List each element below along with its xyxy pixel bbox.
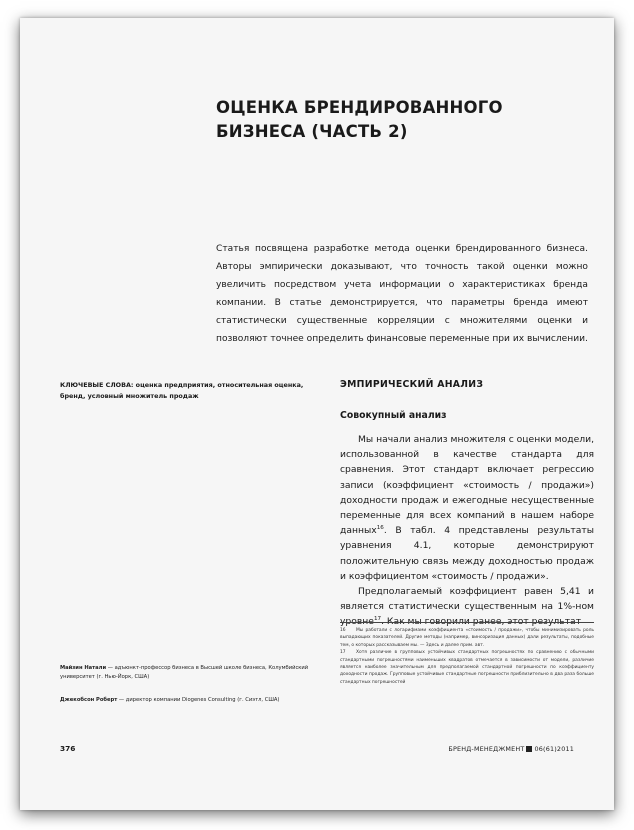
footnotes — [340, 627, 594, 686]
paragraph-text: . Как мы говорили ранее, этот результат — [381, 616, 582, 628]
footnote-ref: 17 — [373, 616, 382, 623]
author-name: Джекобсон Роберт — [60, 697, 118, 703]
page-number: 376 — [60, 744, 76, 753]
paragraph — [340, 432, 594, 584]
journal-name: БРЕНД-МЕНЕДЖМЕНТ — [448, 745, 525, 753]
square-bullet-icon — [526, 746, 532, 752]
journal-issue: 06(61)2011 — [534, 745, 574, 753]
footnote-ref: 16 — [376, 525, 384, 532]
document-page — [20, 18, 614, 810]
author-name: Майзин Натали — [60, 665, 107, 671]
body-text — [340, 432, 594, 630]
footnote-divider — [340, 622, 594, 623]
journal-footer — [448, 745, 574, 753]
footnote-number: 17 — [340, 650, 346, 656]
footnote-text: Хотя различие в групповых устойчивых стандартных погрешностях по сравнению с обычными стандартными погрешностями наименьших квадратов отмечается в зависимости от модели, различие является наиболее значительным для предполагаемой стандартной погрешности по коэффициенту доходности продаж. Групповые устойчивые стандартные погрешности приблизительно в два раза больше стандартных погрешностей — [340, 650, 594, 685]
paragraph-text: Предполагаемый коэффициент равен 5,41 и является статистически существенным на 1%-ном уровне — [340, 586, 594, 628]
footnote — [340, 627, 594, 649]
paragraph-text: . В табл. 4 представлены результаты уравнения 4.1, которые демонстрируют положительную связь между доходностью продаж и коэффициентом «стоимость / продажи». — [340, 525, 594, 582]
footnote-text: Мы работали с логарифмами коэффициента «стоимость / продажи», чтобы минимизировать роль выпадающих показателей. Другие методы (например, винсоризация данных) дали результаты, подобные тем, о которых рассказываем мы. — Здесь и далее прим. авт. — [340, 628, 594, 648]
article-title: ОЦЕНКА БРЕНДИРОВАННОГО БИЗНЕСА (ЧАСТЬ 2) — [216, 98, 503, 141]
paragraph-text: Мы начали анализ множителя с оценки модели, использованной в качестве стандарта для сравнения. Этот стандарт включает регрессию записи (коэффициент «стоимость / продажи») доходности продаж и ежегодные несущественные переменные для всех компаний в нашем наборе данных — [340, 434, 594, 537]
author-entry — [60, 664, 322, 682]
article-abstract: Статья посвящена разработке метода оценки брендированного бизнеса. Авторы эмпирически доказывают, что точность такой оценки можно увеличить посредством учета информации о характеристиках бренда компании. В статье демонстрируется, что параметры бренда имеют статистически существенные корреляции с множителями оценки и позволяют точнее определить финансовые переменные при их вычислении. — [216, 244, 588, 344]
author-info — [60, 664, 322, 719]
author-role: — адъюнкт-профессор бизнеса в Высшей школе бизнеса, Колумбийский университет (г. Нью-Йорк, США) — [60, 665, 309, 680]
author-role: — директор компании Diogenes Consulting (г. Сиэтл, США) — [118, 697, 280, 703]
footnote-number: 16 — [340, 628, 346, 633]
keywords: КЛЮЧЕВЫЕ СЛОВА: оценка предприятия, относительная оценка, бренд, условный множитель продаж — [60, 381, 304, 400]
footnote — [340, 649, 594, 686]
section-heading: ЭМПИРИЧЕСКИЙ АНАЛИЗ — [340, 379, 484, 390]
author-entry — [60, 696, 322, 705]
subsection-heading: Совокупный анализ — [340, 410, 447, 421]
